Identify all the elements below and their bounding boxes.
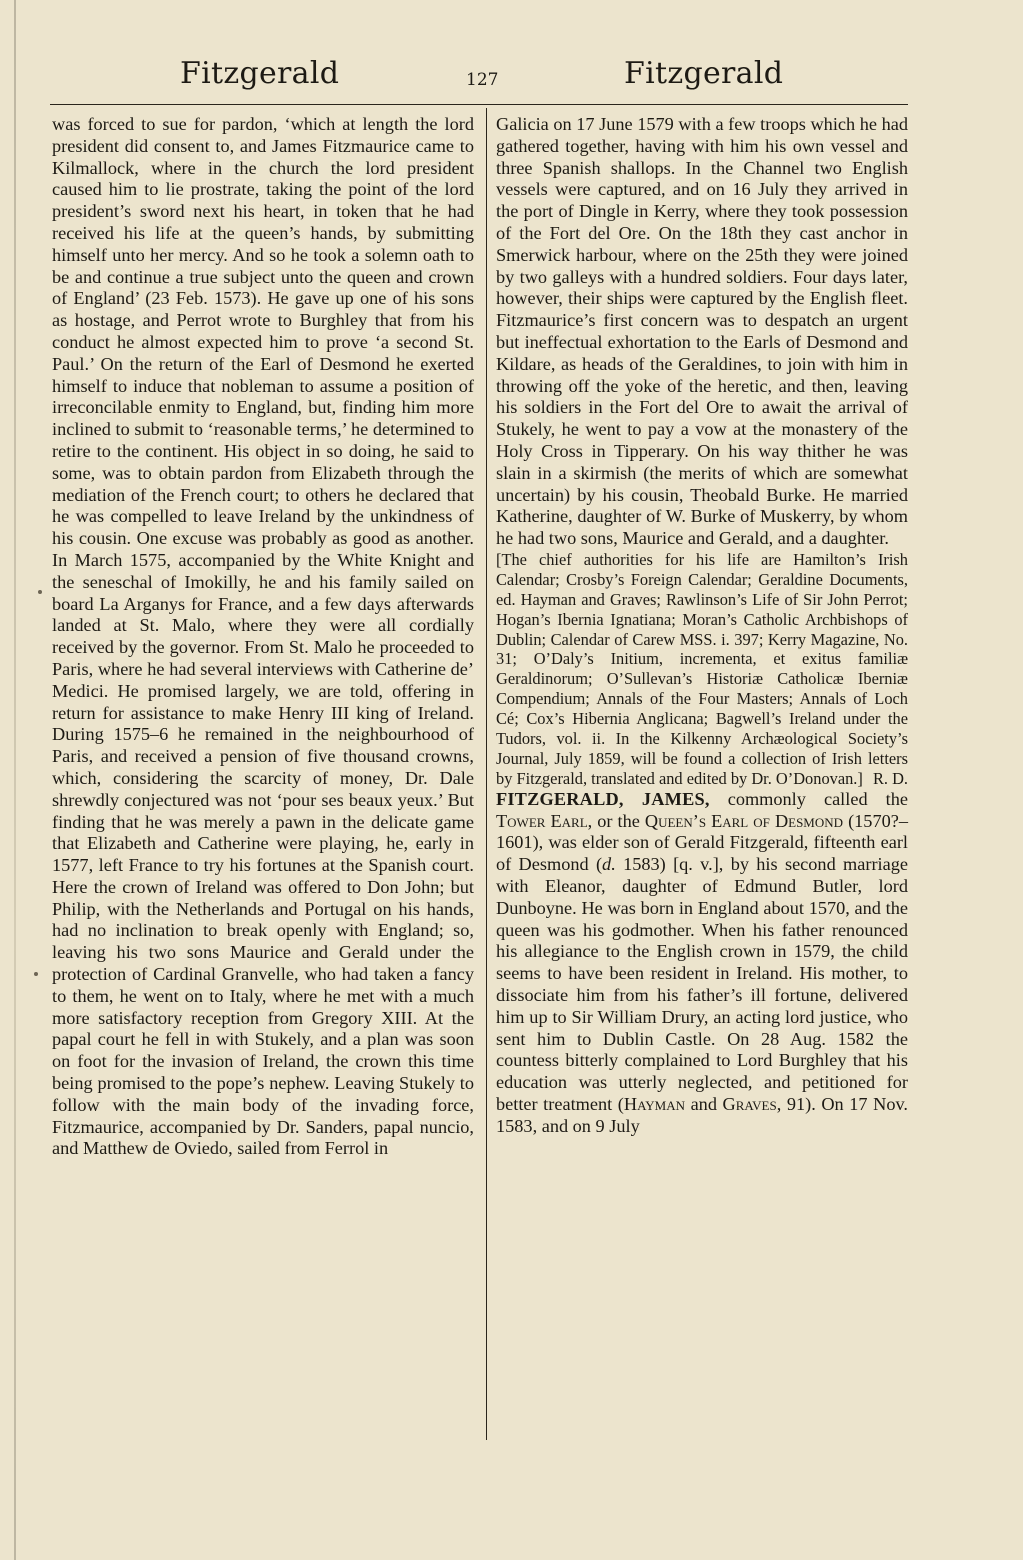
running-header [0,56,1023,104]
ink-speck [34,972,38,976]
column-divider [486,108,487,1440]
left-column-text: was forced to sue for pardon, ‘which at length the lord president did consent to, and James Fitzmaurice came to Kilmallock, where in the church the lord president caused him to lie prostrate, taking the point of the lord president’s sword next his heart, in token that he had received his life at the queen’s hands, by submitting himself unto her mercy. And so he took a solemn oath to be and continue a true subject unto the queen and crown of England’ (23 Feb. 1573). He gave up one of his sons as hostage, and Perrot wrote to Burghley that from his conduct he almost expected him to prove ‘a second St. Paul.’ On the return of the Earl of Desmond he exerted himself to induce that nobleman to assume a position of irreconcilable enmity to England, but, finding him more inclined to submit to ‘reasonable terms,’ he determined to retire to the continent. His object in so doing, he said to some, was to obtain pardon from Elizabeth through the mediation of the French court; to others he declared that he was compelled to leave Ireland by the unkindness of his cousin. One excuse was probably as good as another. In March 1575, accompanied by the White Knight and the seneschal of Imokilly, he and his family sailed on board La Arganys for France, and a few days afterwards landed at St. Malo, where they were all cordially received by the governor. From St. Malo he proceeded to Paris, where he had several interviews with Catherine de’ Medici. He promised largely, we are told, offering in return for assistance to make Henry III king of Ireland. During 1575–6 he remained in the neighbourhood of Paris, and received a pension of five thousand crowns, which, considering the scarcity of money, Dr. Dale shrewdly conjectured was not ‘pour ses beaux yeux.’ But finding that he was merely a pawn in the delicate game that Elizabeth and Catherine were playing, he, early in 1577, left France to try his fortunes at the Spanish court. Here the crown of Ireland was offered to Don John; but Philip, with the Netherlands and Portugal on his hands, had no inclination to break openly with England; so, leaving his two sons Maurice and Gerald under the protection of Cardinal Granvelle, who had taken a fancy to them, he went on to Italy, where he met with a much more satisfactory reception from Gregory XIII. At the papal court he fell in with Stukely, and a plan was soon on foot for the invasion of Ireland, the crown this time being promised to the pope’s nephew. Leaving Stukely to follow with the main body of the invading force, Fitzmaurice, accompanied by Dr. Sanders, papal nuncio, and Matthew de Oviedo, sailed from Ferrol in [52,114,474,1159]
entry-smallcaps-2: Queen’s Earl of Desmond [644,810,844,831]
references-text: [The chief authorities for his life are Hamilton’s Irish Calendar; Crosby’s Foreign Calendar; Geraldine Documents, ed. Hayman and Graves; Rawlinson’s Life of Sir John Perrot; Hogan’s Ibernia Ignatiana; Moran’s Catholic Archbishops of Dublin; Calendar of Carew MSS. i. 397; Kerry Magazine, No. 31; O’Daly’s Initium, incrementa, et exitus familiæ Geraldinorum; O’Sullevan’s Historiæ Catholicæ Iberniæ Compendium; Annals of the Four Masters; Annals of Loch Cé; Cox’s Hibernia Anglicana; Bagwell’s Ireland under the Tudors, vol. ii. In the Kilkenny Archæological Society’s Journal, July 1859, will be found a collection of Irish letters by Fitzgerald, translated and edited by Dr. O’Donovan.] [496,549,908,788]
binding-edge [14,0,16,1560]
entry-text-1: commonly called the [709,788,908,809]
right-column-text: Galicia on 17 June 1579 with a few troops which he had gathered together, having with him his own vessel and three Spanish shallops. In the Channel two English vessels were captured, and on 16 July they arrived in the port of Dingle in Kerry, where they took possession of the Fort del Ore. On the 18th they cast anchor in Smerwick harbour, where on the 25th they were joined by two galleys with a hundred soldiers. Four days later, however, their ships were captured by the English fleet. Fitzmaurice’s first concern was to despatch an urgent but ineffectual exhortation to the Earls of Desmond and Kildare, as heads of the Geraldines, to join with him in throwing off the yoke of the heretic, and then, leaving his soldiers in the Fort del Ore to await the arrival of Stukely, he went to pay a vow at the monastery of the Holy Cross in Tipperary. On his way thither he was slain in a skirmish (the merits of which are somewhat uncertain) by his cousin, Theobald Burke. He married Katherine, daughter of W. Burke of Muskerry, by whom he had two sons, Maurice and Gerald, and a daughter. [496,114,908,549]
author-signature: R. D. [872,768,908,788]
header-rule [50,104,908,105]
header-right-title: Fitzgerald [624,56,784,91]
entry-text-3: (1570?–1601), was elder son of Gerald Fitzgerald, fifteenth earl of Desmond ( [496,810,908,875]
entry-italic-1: d. [602,854,616,875]
biography-entry [496,789,908,1138]
references-paragraph [496,550,908,789]
page-number: 127 [466,70,499,90]
header-left-title: Fitzgerald [180,56,340,91]
entry-text-2: , or the [587,810,645,831]
right-column [496,114,908,1138]
entry-text-5: and [685,1093,723,1114]
ink-speck [38,590,42,594]
entry-smallcaps-4: Graves [722,1093,777,1114]
entry-text-4: 1583) [q. v.], by his second marriage with Eleanor, daughter of Edmund Butler, lord Dunboyne. He was born in England about 1570, and the queen was his godmother. When his father renounced his allegiance to the English crown in 1579, the child seems to have been resident in Ireland. His mother, to dissociate him from his father’s ill fortune, delivered him up to Sir William Drury, an acting lord justice, who sent him to Dublin Castle. On 28 Aug. 1582 the countess bitterly complained to Lord Burghley that his education was utterly neglected, and petitioned for better treatment ( [496,854,908,1114]
left-column [52,114,474,1160]
entry-smallcaps-3: Hayman [623,1093,685,1114]
entry-text-6: , 91). On 17 Nov. 1583, and on 9 July [496,1093,908,1136]
entry-smallcaps-1: Tower Earl [496,810,588,831]
entry-headword: FITZGERALD, JAMES, [496,788,710,809]
